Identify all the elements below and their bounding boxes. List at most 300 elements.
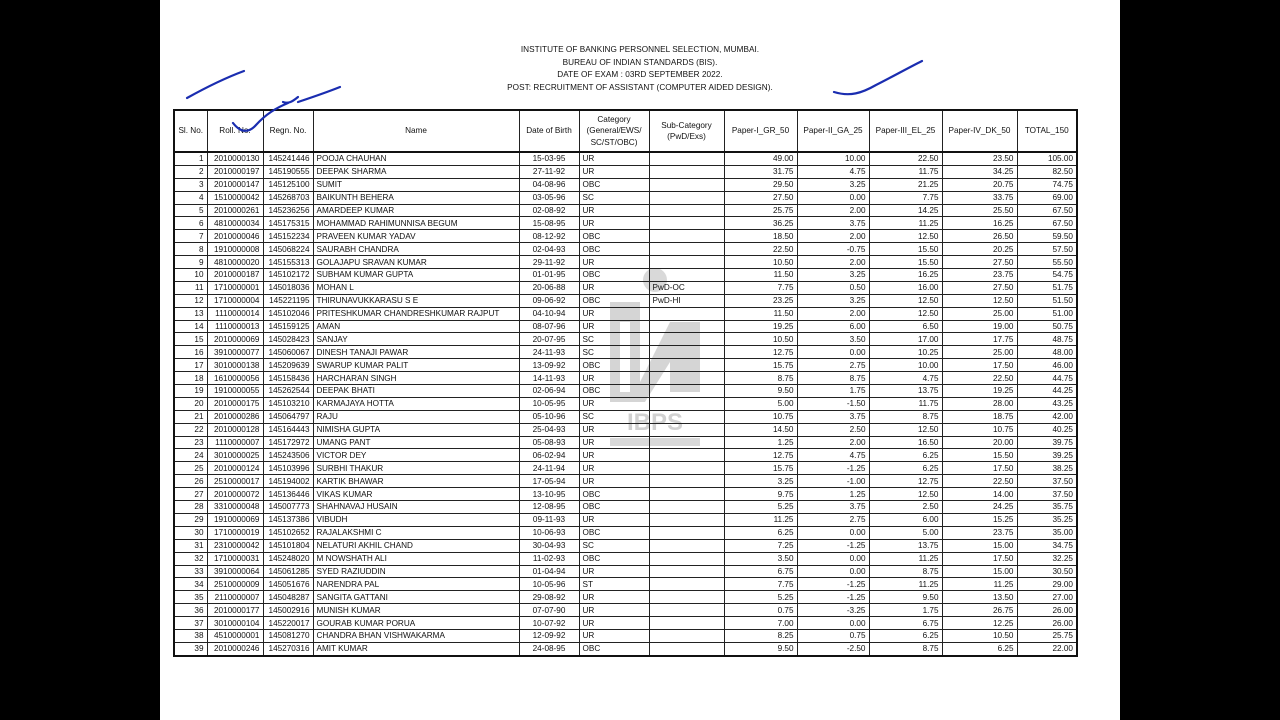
cell-sub-category [649,204,724,217]
cell-date-of-birth: 03-05-96 [519,191,579,204]
cell-date-of-birth: 04-08-96 [519,178,579,191]
cell-regn-no: 145241446 [263,152,313,165]
cell-paper-1-gr: 9.50 [724,642,797,655]
cell-paper-3-el: 5.00 [869,526,942,539]
cell-category: UR [579,397,649,410]
cell-paper-2-ga: 2.00 [797,256,869,269]
cell-sub-category [649,423,724,436]
cell-name: SUBHAM KUMAR GUPTA [313,269,519,282]
cell-category: OBC [579,385,649,398]
cell-regn-no: 145018036 [263,281,313,294]
cell-date-of-birth: 29-08-92 [519,591,579,604]
cell-category: UR [579,217,649,230]
cell-paper-2-ga: 0.00 [797,191,869,204]
column-header-paper-4-dk: Paper-IV_DK_50 [942,110,1017,152]
cell-paper-1-gr: 12.75 [724,346,797,359]
cell-paper-2-ga: -1.50 [797,397,869,410]
cell-date-of-birth: 20-06-88 [519,281,579,294]
cell-paper-4-dk: 24.25 [942,501,1017,514]
cell-sub-category [649,410,724,423]
cell-name: DEEPAK BHATI [313,385,519,398]
cell-sub-category [649,552,724,565]
cell-paper-1-gr: 8.25 [724,629,797,642]
cell-paper-3-el: 6.25 [869,629,942,642]
cell-paper-2-ga: 2.00 [797,204,869,217]
cell-total: 44.75 [1017,372,1077,385]
cell-date-of-birth: 06-02-94 [519,449,579,462]
cell-name: SANJAY [313,333,519,346]
cell-category: UR [579,320,649,333]
cell-paper-4-dk: 23.75 [942,269,1017,282]
cell-category: OBC [579,488,649,501]
cell-date-of-birth: 24-11-93 [519,346,579,359]
cell-regn-no: 145159125 [263,320,313,333]
cell-regn-no: 145061285 [263,565,313,578]
document-header [160,44,1120,94]
cell-paper-3-el: 12.50 [869,307,942,320]
cell-roll-no: 1110000013 [207,320,263,333]
cell-name: SUMIT [313,178,519,191]
table-row [174,230,1077,243]
cell-regn-no: 145002916 [263,604,313,617]
cell-roll-no: 1510000042 [207,191,263,204]
cell-paper-1-gr: 14.50 [724,423,797,436]
cell-category: UR [579,165,649,178]
table-row [174,281,1077,294]
cell-paper-2-ga: 0.00 [797,346,869,359]
cell-date-of-birth: 12-09-92 [519,629,579,642]
cell-paper-3-el: 13.75 [869,539,942,552]
cell-name: M NOWSHATH ALI [313,552,519,565]
cell-sl-no: 8 [174,243,207,256]
cell-sl-no: 22 [174,423,207,436]
cell-category: OBC [579,552,649,565]
cell-total: 51.50 [1017,294,1077,307]
header-line-exam-date: DATE OF EXAM : 03RD SEPTEMBER 2022. [557,70,723,80]
table-body [174,152,1077,656]
cell-regn-no: 145103996 [263,462,313,475]
cell-name: POOJA CHAUHAN [313,152,519,165]
cell-paper-2-ga: -3.25 [797,604,869,617]
cell-sl-no: 23 [174,436,207,449]
cell-roll-no: 2010000177 [207,604,263,617]
cell-sub-category [649,333,724,346]
cell-total: 32.25 [1017,552,1077,565]
cell-sub-category [649,617,724,630]
cell-paper-2-ga: 2.75 [797,513,869,526]
cell-roll-no: 3010000138 [207,359,263,372]
cell-date-of-birth: 25-04-93 [519,423,579,436]
cell-total: 44.25 [1017,385,1077,398]
cell-category: UR [579,513,649,526]
cell-sub-category [649,165,724,178]
cell-regn-no: 145158436 [263,372,313,385]
cell-total: 105.00 [1017,152,1077,165]
cell-sub-category [649,513,724,526]
cell-paper-2-ga: 2.00 [797,307,869,320]
cell-category: UR [579,372,649,385]
cell-total: 38.25 [1017,462,1077,475]
cell-total: 26.00 [1017,604,1077,617]
cell-total: 37.50 [1017,475,1077,488]
cell-regn-no: 145048287 [263,591,313,604]
cell-total: 69.00 [1017,191,1077,204]
table-row [174,217,1077,230]
cell-category: SC [579,346,649,359]
cell-sl-no: 7 [174,230,207,243]
cell-name: GOLAJAPU SRAVAN KUMAR [313,256,519,269]
cell-roll-no: 2310000042 [207,539,263,552]
cell-total: 25.75 [1017,629,1077,642]
cell-paper-1-gr: 10.50 [724,333,797,346]
cell-name: AMAN [313,320,519,333]
cell-date-of-birth: 09-06-92 [519,294,579,307]
cell-sl-no: 20 [174,397,207,410]
cell-sl-no: 36 [174,604,207,617]
cell-date-of-birth: 30-04-93 [519,539,579,552]
cell-sl-no: 37 [174,617,207,630]
cell-total: 37.50 [1017,488,1077,501]
cell-sl-no: 39 [174,642,207,655]
cell-paper-4-dk: 15.50 [942,449,1017,462]
cell-sl-no: 9 [174,256,207,269]
cell-sub-category [649,372,724,385]
cell-paper-1-gr: 6.75 [724,565,797,578]
cell-category: UR [579,307,649,320]
cell-paper-1-gr: 7.75 [724,281,797,294]
cell-paper-3-el: 6.75 [869,617,942,630]
cell-date-of-birth: 01-04-94 [519,565,579,578]
cell-paper-2-ga: -1.25 [797,539,869,552]
cell-paper-1-gr: 27.50 [724,191,797,204]
cell-name: SURBHI THAKUR [313,462,519,475]
cell-total: 51.00 [1017,307,1077,320]
cell-category: OBC [579,294,649,307]
cell-paper-4-dk: 26.75 [942,604,1017,617]
cell-sl-no: 6 [174,217,207,230]
cell-name: SANGITA GATTANI [313,591,519,604]
cell-date-of-birth: 02-06-94 [519,385,579,398]
cell-paper-2-ga: -2.50 [797,642,869,655]
table-row [174,256,1077,269]
cell-sl-no: 16 [174,346,207,359]
cell-paper-3-el: 10.25 [869,346,942,359]
cell-category: SC [579,333,649,346]
cell-sub-category [649,629,724,642]
cell-roll-no: 2010000175 [207,397,263,410]
cell-paper-4-dk: 15.00 [942,539,1017,552]
cell-paper-2-ga: 2.75 [797,359,869,372]
cell-regn-no: 145028423 [263,333,313,346]
cell-paper-4-dk: 20.75 [942,178,1017,191]
cell-paper-4-dk: 33.75 [942,191,1017,204]
cell-date-of-birth: 10-06-93 [519,526,579,539]
cell-total: 48.00 [1017,346,1077,359]
cell-category: UR [579,152,649,165]
cell-paper-2-ga: 4.75 [797,165,869,178]
cell-total: 55.50 [1017,256,1077,269]
cell-paper-1-gr: 1.25 [724,436,797,449]
cell-roll-no: 2010000046 [207,230,263,243]
cell-paper-3-el: 10.00 [869,359,942,372]
cell-date-of-birth: 11-02-93 [519,552,579,565]
cell-name: AMARDEEP KUMAR [313,204,519,217]
table-row [174,204,1077,217]
cell-roll-no: 4810000020 [207,256,263,269]
cell-name: SWARUP KUMAR PALIT [313,359,519,372]
cell-category: SC [579,410,649,423]
cell-category: UR [579,281,649,294]
cell-sl-no: 15 [174,333,207,346]
header-line-institute: INSTITUTE OF BANKING PERSONNEL SELECTION, MUMBAI. [520,45,760,54]
cell-paper-2-ga: 0.00 [797,526,869,539]
cell-paper-3-el: 6.00 [869,513,942,526]
cell-paper-2-ga: -1.00 [797,475,869,488]
cell-name: MUNISH KUMAR [313,604,519,617]
cell-sub-category [649,565,724,578]
cell-paper-3-el: 11.25 [869,217,942,230]
cell-date-of-birth: 27-11-92 [519,165,579,178]
cell-name: PRAVEEN KUMAR YADAV [313,230,519,243]
cell-paper-4-dk: 15.25 [942,513,1017,526]
table-row [174,385,1077,398]
cell-paper-1-gr: 7.25 [724,539,797,552]
cell-sl-no: 33 [174,565,207,578]
table-row [174,617,1077,630]
cell-regn-no: 145152234 [263,230,313,243]
cell-regn-no: 145007773 [263,501,313,514]
cell-total: 40.25 [1017,423,1077,436]
cell-paper-3-el: 22.50 [869,152,942,165]
cell-total: 57.50 [1017,243,1077,256]
cell-date-of-birth: 10-05-96 [519,578,579,591]
cell-sl-no: 1 [174,152,207,165]
cell-paper-2-ga: 2.00 [797,230,869,243]
cell-total: 35.25 [1017,513,1077,526]
cell-paper-4-dk: 12.25 [942,617,1017,630]
cell-sub-category [649,604,724,617]
cell-sub-category [649,307,724,320]
cell-total: 35.75 [1017,501,1077,514]
cell-regn-no: 145172972 [263,436,313,449]
cell-paper-1-gr: 19.25 [724,320,797,333]
cell-paper-2-ga: 3.75 [797,410,869,423]
table-row [174,629,1077,642]
cell-sl-no: 14 [174,320,207,333]
document-page [160,0,1120,720]
table-row [174,191,1077,204]
cell-name: UMANG PANT [313,436,519,449]
cell-sl-no: 4 [174,191,207,204]
cell-paper-4-dk: 26.50 [942,230,1017,243]
cell-sub-category [649,526,724,539]
cell-paper-4-dk: 34.25 [942,165,1017,178]
cell-date-of-birth: 08-12-92 [519,230,579,243]
cell-sub-category [649,230,724,243]
cell-name: VICTOR DEY [313,449,519,462]
cell-total: 51.75 [1017,281,1077,294]
cell-regn-no: 145051676 [263,578,313,591]
cell-paper-4-dk: 17.50 [942,462,1017,475]
table-row [174,552,1077,565]
cell-category: UR [579,462,649,475]
cell-paper-1-gr: 11.50 [724,307,797,320]
cell-category: UR [579,604,649,617]
cell-date-of-birth: 15-08-95 [519,217,579,230]
cell-sl-no: 27 [174,488,207,501]
table-row [174,333,1077,346]
cell-category: UR [579,617,649,630]
cell-date-of-birth: 10-07-92 [519,617,579,630]
column-header-roll-no: Roll. No. [207,110,263,152]
cell-paper-2-ga: -1.25 [797,578,869,591]
table-row [174,501,1077,514]
cell-name: PRITESHKUMAR CHANDRESHKUMAR RAJPUT [313,307,519,320]
cell-total: 35.00 [1017,526,1077,539]
cell-paper-2-ga: 3.25 [797,269,869,282]
cell-paper-4-dk: 23.75 [942,526,1017,539]
column-header-paper-2-ga: Paper-II_GA_25 [797,110,869,152]
cell-name: RAJALAKSHMI C [313,526,519,539]
table-row [174,346,1077,359]
cell-roll-no: 2010000246 [207,642,263,655]
cell-roll-no: 1710000019 [207,526,263,539]
cell-name: THIRUNAVUKKARASU S E [313,294,519,307]
cell-date-of-birth: 05-08-93 [519,436,579,449]
cell-sub-category [649,539,724,552]
column-header-paper-1-gr: Paper-I_GR_50 [724,110,797,152]
column-header-name: Name [313,110,519,152]
table-row [174,565,1077,578]
cell-date-of-birth: 10-05-95 [519,397,579,410]
table-row [174,591,1077,604]
cell-sub-category [649,320,724,333]
cell-regn-no: 145248020 [263,552,313,565]
cell-paper-1-gr: 5.00 [724,397,797,410]
cell-paper-1-gr: 23.25 [724,294,797,307]
cell-total: 29.00 [1017,578,1077,591]
cell-regn-no: 145060067 [263,346,313,359]
cell-name: MOHAN L [313,281,519,294]
cell-name: NARENDRA PAL [313,578,519,591]
cell-paper-2-ga: 2.00 [797,436,869,449]
cell-date-of-birth: 08-07-96 [519,320,579,333]
cell-roll-no: 1110000014 [207,307,263,320]
cell-category: OBC [579,178,649,191]
cell-paper-1-gr: 36.25 [724,217,797,230]
cell-name: SAURABH CHANDRA [313,243,519,256]
cell-sl-no: 18 [174,372,207,385]
cell-paper-2-ga: 3.25 [797,178,869,191]
cell-name: BAIKUNTH BEHERA [313,191,519,204]
cell-roll-no: 1710000031 [207,552,263,565]
cell-regn-no: 145243506 [263,449,313,462]
cell-total: 48.75 [1017,333,1077,346]
cell-paper-1-gr: 9.50 [724,385,797,398]
cell-paper-1-gr: 15.75 [724,359,797,372]
cell-roll-no: 3310000048 [207,501,263,514]
cell-paper-3-el: 11.25 [869,578,942,591]
cell-roll-no: 2510000009 [207,578,263,591]
cell-category: OBC [579,269,649,282]
cell-date-of-birth: 05-10-96 [519,410,579,423]
cell-total: 46.00 [1017,359,1077,372]
cell-category: UR [579,475,649,488]
cell-paper-1-gr: 18.50 [724,230,797,243]
cell-sub-category [649,178,724,191]
cell-sub-category [649,449,724,462]
cell-paper-1-gr: 10.75 [724,410,797,423]
cell-regn-no: 145268703 [263,191,313,204]
cell-sl-no: 13 [174,307,207,320]
cell-paper-1-gr: 8.75 [724,372,797,385]
table-row [174,642,1077,655]
cell-paper-1-gr: 3.25 [724,475,797,488]
table-row [174,436,1077,449]
cell-regn-no: 145102172 [263,269,313,282]
cell-sl-no: 32 [174,552,207,565]
cell-category: OBC [579,243,649,256]
cell-category: UR [579,204,649,217]
cell-regn-no: 145101804 [263,539,313,552]
cell-sub-category [649,243,724,256]
cell-date-of-birth: 24-08-95 [519,642,579,655]
cell-category: SC [579,539,649,552]
cell-category: OBC [579,230,649,243]
cell-paper-3-el: 15.50 [869,243,942,256]
cell-regn-no: 145155313 [263,256,313,269]
results-table [173,109,1078,657]
cell-sub-category [649,256,724,269]
cell-paper-2-ga: 8.75 [797,372,869,385]
cell-regn-no: 145103210 [263,397,313,410]
cell-sl-no: 2 [174,165,207,178]
cell-regn-no: 145102046 [263,307,313,320]
cell-paper-2-ga: 3.50 [797,333,869,346]
table-row [174,526,1077,539]
cell-regn-no: 145068224 [263,243,313,256]
cell-paper-4-dk: 25.00 [942,346,1017,359]
cell-paper-3-el: 21.25 [869,178,942,191]
cell-roll-no: 2010000147 [207,178,263,191]
cell-sl-no: 10 [174,269,207,282]
cell-paper-1-gr: 15.75 [724,462,797,475]
cell-paper-2-ga: 0.00 [797,552,869,565]
cell-paper-4-dk: 10.75 [942,423,1017,436]
cell-date-of-birth: 13-10-95 [519,488,579,501]
cell-category: UR [579,449,649,462]
cell-paper-4-dk: 25.50 [942,204,1017,217]
cell-sub-category [649,346,724,359]
cell-total: 74.75 [1017,178,1077,191]
cell-sl-no: 24 [174,449,207,462]
cell-paper-3-el: 16.50 [869,436,942,449]
table-row [174,372,1077,385]
cell-total: 43.25 [1017,397,1077,410]
cell-paper-2-ga: 2.50 [797,423,869,436]
cell-paper-3-el: 12.50 [869,488,942,501]
cell-roll-no: 3010000025 [207,449,263,462]
cell-name: SYED RAZIUDDIN [313,565,519,578]
cell-paper-1-gr: 9.75 [724,488,797,501]
cell-paper-3-el: 7.75 [869,191,942,204]
cell-paper-1-gr: 3.50 [724,552,797,565]
cell-sl-no: 3 [174,178,207,191]
cell-category: UR [579,591,649,604]
table-row [174,410,1077,423]
cell-total: 34.75 [1017,539,1077,552]
cell-sl-no: 31 [174,539,207,552]
